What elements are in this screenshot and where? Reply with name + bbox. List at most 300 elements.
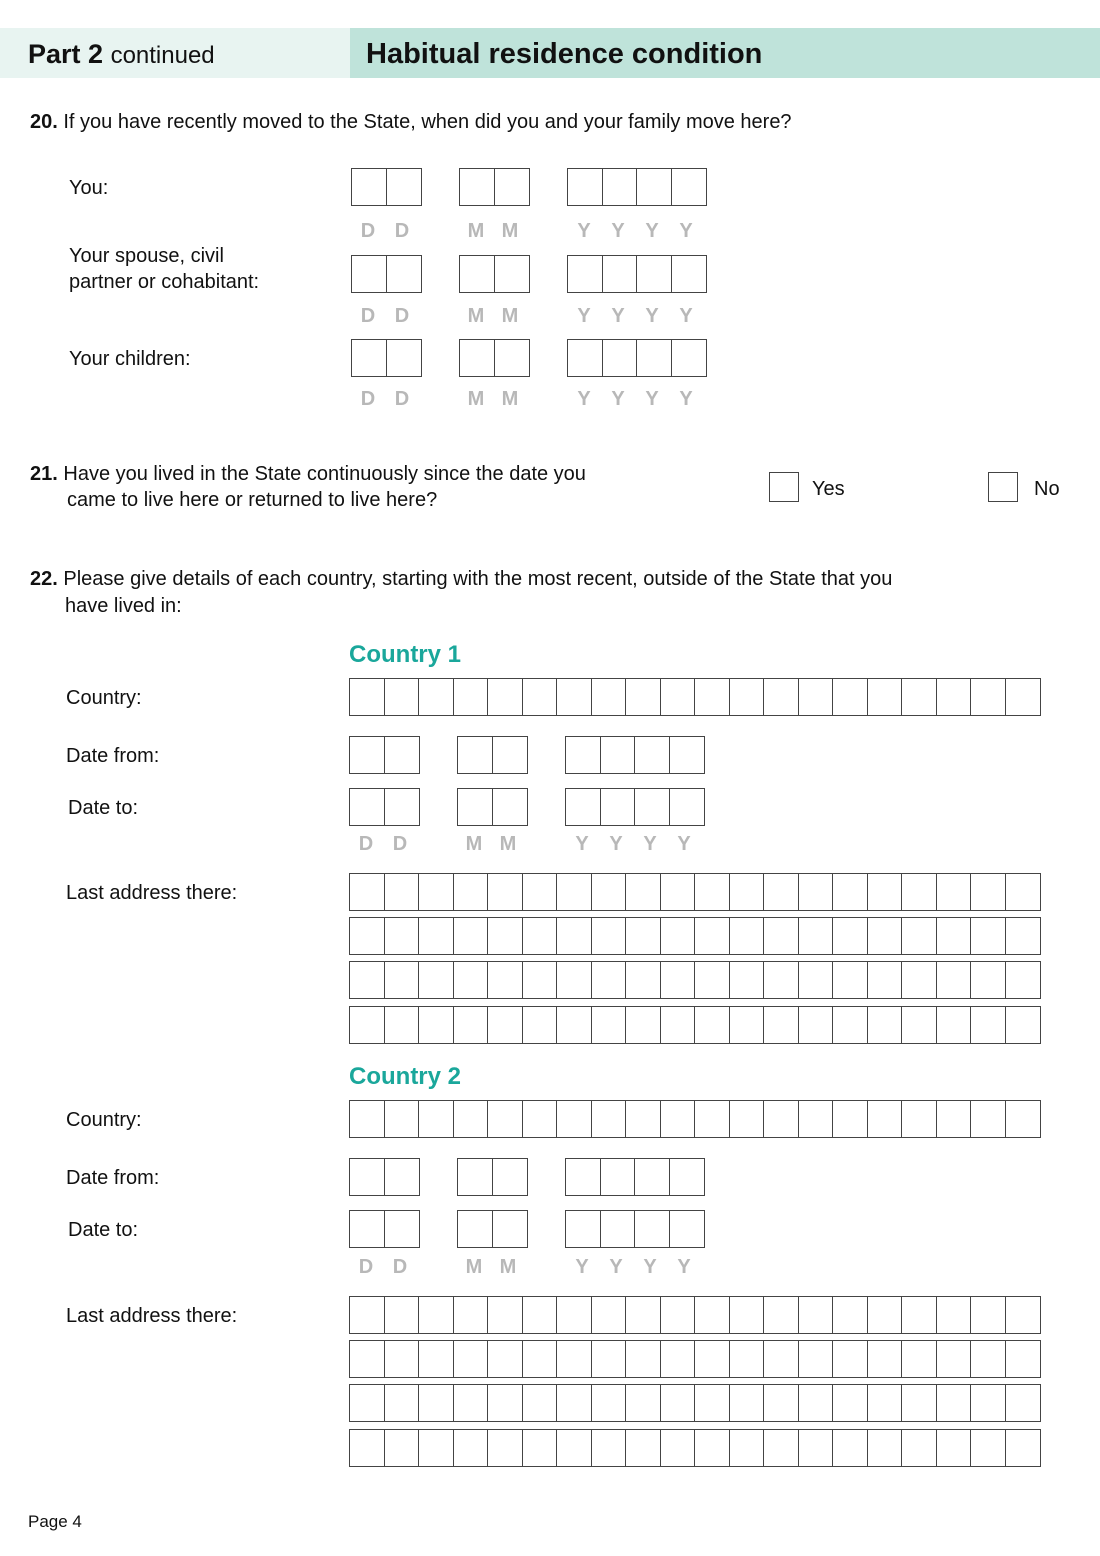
country-1-address-label: Last address there: [66,882,238,904]
character-box[interactable] [487,917,523,955]
character-box[interactable] [591,1340,627,1378]
character-box[interactable] [936,1006,972,1044]
month-digit-box[interactable] [457,1210,493,1248]
character-box[interactable] [798,1384,834,1422]
character-box[interactable] [556,1429,592,1467]
character-box[interactable] [660,873,696,911]
character-box[interactable] [694,1340,730,1378]
day-hint: D [358,833,374,855]
character-box[interactable] [867,1340,903,1378]
character-box[interactable] [522,1429,558,1467]
character-box[interactable] [625,678,661,716]
month-digit-box[interactable] [459,339,495,377]
character-box[interactable] [625,1429,661,1467]
character-box[interactable] [832,1296,868,1334]
character-box[interactable] [936,678,972,716]
character-box[interactable] [660,1429,696,1467]
character-box[interactable] [798,1340,834,1378]
character-box[interactable] [1005,1006,1041,1044]
year-hint: Y [575,1256,589,1278]
country-2-title: Country 2 [349,1063,462,1090]
country-1-date-to-label: Date to: [68,797,139,819]
month-digit-box[interactable] [494,255,530,293]
character-box[interactable] [660,1100,696,1138]
year-digit-box[interactable] [636,339,672,377]
character-box[interactable] [418,1006,454,1044]
character-box[interactable] [901,1006,937,1044]
character-box[interactable] [453,1384,489,1422]
character-box[interactable] [970,1100,1006,1138]
year-digit-box[interactable] [669,1158,705,1196]
character-box[interactable] [349,678,385,716]
character-box[interactable] [867,1384,903,1422]
day-hint: D [360,388,376,410]
character-box[interactable] [901,1100,937,1138]
character-box[interactable] [418,1429,454,1467]
character-box[interactable] [798,678,834,716]
character-box[interactable] [763,1100,799,1138]
year-hint: Y [575,833,589,855]
character-box[interactable] [694,917,730,955]
month-digit-box[interactable] [492,736,528,774]
character-box[interactable] [487,1384,523,1422]
day-digit-box[interactable] [386,255,422,293]
character-box[interactable] [763,873,799,911]
character-box[interactable] [798,873,834,911]
character-box[interactable] [763,1384,799,1422]
character-box[interactable] [763,1006,799,1044]
character-box[interactable] [729,1296,765,1334]
year-digit-box[interactable] [669,1210,705,1248]
character-box[interactable] [487,873,523,911]
no-checkbox[interactable] [988,472,1018,502]
character-box[interactable] [453,917,489,955]
character-box[interactable] [1005,873,1041,911]
character-box[interactable] [349,1006,385,1044]
character-box[interactable] [453,873,489,911]
country-1-country-label: Country: [66,687,142,709]
month-digit-box[interactable] [457,1158,493,1196]
year-digit-box[interactable] [565,736,601,774]
day-digit-box[interactable] [384,1158,420,1196]
character-box[interactable] [798,1296,834,1334]
month-hint: M [501,220,519,242]
character-box[interactable] [729,873,765,911]
year-digit-box[interactable] [634,788,670,826]
character-box[interactable] [556,1296,592,1334]
character-box[interactable] [729,1384,765,1422]
character-box[interactable] [832,873,868,911]
character-box[interactable] [556,873,592,911]
character-box[interactable] [867,1100,903,1138]
character-box[interactable] [729,678,765,716]
character-box[interactable] [1005,1100,1041,1138]
character-box[interactable] [694,873,730,911]
character-box[interactable] [487,1429,523,1467]
character-box[interactable] [418,1340,454,1378]
character-box[interactable] [591,1100,627,1138]
character-box[interactable] [1005,1429,1041,1467]
character-box[interactable] [418,961,454,999]
year-digit-box[interactable] [600,1210,636,1248]
character-box[interactable] [522,961,558,999]
day-hint: D [394,305,410,327]
part-number: Part 2 [28,39,104,69]
character-box[interactable] [901,1429,937,1467]
character-box[interactable] [453,1006,489,1044]
you-label: You: [69,177,109,199]
character-box[interactable] [763,961,799,999]
month-hint: M [467,305,485,327]
character-box[interactable] [487,961,523,999]
day-hint: D [392,1256,408,1278]
character-box[interactable] [349,1296,385,1334]
day-hint: D [360,305,376,327]
character-box[interactable] [522,1296,558,1334]
section-title: Habitual residence condition [366,38,763,70]
character-box[interactable] [522,678,558,716]
character-box[interactable] [660,1296,696,1334]
character-box[interactable] [867,1429,903,1467]
day-hint: D [394,220,410,242]
character-box[interactable] [729,961,765,999]
character-box[interactable] [832,1340,868,1378]
character-box[interactable] [832,1100,868,1138]
character-box[interactable] [867,961,903,999]
year-digit-box[interactable] [671,168,707,206]
month-digit-box[interactable] [492,788,528,826]
month-digit-box[interactable] [492,1158,528,1196]
character-box[interactable] [660,917,696,955]
character-box[interactable] [418,917,454,955]
year-digit-box[interactable] [565,1158,601,1196]
character-box[interactable] [522,1340,558,1378]
character-box[interactable] [384,1006,420,1044]
country-2-date-to-label: Date to: [68,1219,139,1241]
year-digit-box[interactable] [600,736,636,774]
character-box[interactable] [349,873,385,911]
character-box[interactable] [1005,678,1041,716]
year-digit-box[interactable] [671,339,707,377]
character-box[interactable] [970,917,1006,955]
character-box[interactable] [763,1429,799,1467]
question-21-line2: came to live here or returned to live here? [67,489,438,511]
part-continued: continued [110,42,215,69]
spouse-label-line1: Your spouse, civil [69,245,224,267]
character-box[interactable] [591,678,627,716]
children-label: Your children: [69,348,191,370]
character-box[interactable] [970,678,1006,716]
character-box[interactable] [418,873,454,911]
character-box[interactable] [936,917,972,955]
character-box[interactable] [384,1429,420,1467]
character-box[interactable] [487,1296,523,1334]
year-digit-box[interactable] [669,788,705,826]
month-hint: M [467,220,485,242]
character-box[interactable] [556,917,592,955]
character-box[interactable] [349,1340,385,1378]
character-box[interactable] [763,1340,799,1378]
character-box[interactable] [625,1384,661,1422]
character-box[interactable] [763,1296,799,1334]
part-heading [28,38,215,72]
day-digit-box[interactable] [386,168,422,206]
character-box[interactable] [384,1296,420,1334]
character-box[interactable] [694,1429,730,1467]
character-box[interactable] [694,1006,730,1044]
year-digit-box[interactable] [567,255,603,293]
character-box[interactable] [901,873,937,911]
character-box[interactable] [798,1429,834,1467]
character-box[interactable] [556,1384,592,1422]
year-digit-box[interactable] [602,339,638,377]
day-digit-box[interactable] [386,339,422,377]
character-box[interactable] [1005,961,1041,999]
character-box[interactable] [591,1429,627,1467]
question-text: If you have recently moved to the State, when did you and your family move here? [63,111,792,133]
character-box[interactable] [901,961,937,999]
character-box[interactable] [349,917,385,955]
character-box[interactable] [625,917,661,955]
character-box[interactable] [349,961,385,999]
character-box[interactable] [1005,1296,1041,1334]
character-box[interactable] [453,1340,489,1378]
year-digit-box[interactable] [636,255,672,293]
question-text-line1: Please give details of each country, starting with the most recent, outside of the State that you [63,568,893,590]
character-box[interactable] [763,917,799,955]
year-digit-box[interactable] [671,255,707,293]
day-digit-box[interactable] [349,736,385,774]
month-hint: M [499,833,517,855]
character-box[interactable] [591,873,627,911]
character-box[interactable] [384,873,420,911]
day-digit-box[interactable] [349,1158,385,1196]
character-box[interactable] [936,1340,972,1378]
month-digit-box[interactable] [457,788,493,826]
character-box[interactable] [591,917,627,955]
character-box[interactable] [867,678,903,716]
character-box[interactable] [591,961,627,999]
character-box[interactable] [729,1006,765,1044]
country-2-date-from-label: Date from: [66,1167,160,1189]
character-box[interactable] [522,917,558,955]
day-hint: D [358,1256,374,1278]
character-box[interactable] [936,1384,972,1422]
character-box[interactable] [867,1006,903,1044]
year-digit-box[interactable] [669,736,705,774]
character-box[interactable] [384,1100,420,1138]
year-digit-box[interactable] [636,168,672,206]
character-box[interactable] [453,1100,489,1138]
day-digit-box[interactable] [384,736,420,774]
month-digit-box[interactable] [494,168,530,206]
character-box[interactable] [1005,1340,1041,1378]
page-number: Page 4 [28,1512,82,1531]
year-hint: Y [609,833,623,855]
character-box[interactable] [694,1296,730,1334]
character-box[interactable] [556,678,592,716]
character-box[interactable] [556,1006,592,1044]
year-digit-box[interactable] [565,1210,601,1248]
character-box[interactable] [384,917,420,955]
day-digit-box[interactable] [351,168,387,206]
character-box[interactable] [832,917,868,955]
character-box[interactable] [970,1006,1006,1044]
character-box[interactable] [867,917,903,955]
character-box[interactable] [591,1006,627,1044]
character-box[interactable] [453,1296,489,1334]
character-box[interactable] [798,1100,834,1138]
character-box[interactable] [453,1429,489,1467]
day-hint: D [360,220,376,242]
character-box[interactable] [349,1429,385,1467]
character-box[interactable] [901,917,937,955]
character-box[interactable] [729,1429,765,1467]
character-box[interactable] [936,961,972,999]
character-box[interactable] [522,1006,558,1044]
character-box[interactable] [832,1006,868,1044]
question-20 [30,109,792,135]
character-box[interactable] [1005,917,1041,955]
character-box[interactable] [798,1006,834,1044]
character-box[interactable] [694,1384,730,1422]
year-hint: Y [645,305,659,327]
year-digit-box[interactable] [565,788,601,826]
character-box[interactable] [384,961,420,999]
character-box[interactable] [729,1340,765,1378]
character-box[interactable] [763,678,799,716]
character-box[interactable] [798,961,834,999]
character-box[interactable] [901,1296,937,1334]
character-box[interactable] [901,678,937,716]
character-box[interactable] [901,1384,937,1422]
character-box[interactable] [970,873,1006,911]
character-box[interactable] [625,1340,661,1378]
day-hint: D [394,388,410,410]
yes-checkbox[interactable] [769,472,799,502]
day-digit-box[interactable] [384,1210,420,1248]
character-box[interactable] [487,1340,523,1378]
character-box[interactable] [832,1429,868,1467]
day-digit-box[interactable] [349,1210,385,1248]
character-box[interactable] [418,1100,454,1138]
character-box[interactable] [867,873,903,911]
year-hint: Y [645,220,659,242]
month-hint: M [501,388,519,410]
year-digit-box[interactable] [634,1158,670,1196]
character-box[interactable] [832,678,868,716]
character-box[interactable] [970,961,1006,999]
character-box[interactable] [901,1340,937,1378]
year-digit-box[interactable] [634,1210,670,1248]
character-box[interactable] [418,1384,454,1422]
character-box[interactable] [556,1340,592,1378]
character-box[interactable] [729,1100,765,1138]
character-box[interactable] [625,1296,661,1334]
character-box[interactable] [522,1100,558,1138]
character-box[interactable] [522,873,558,911]
character-box[interactable] [384,1384,420,1422]
character-box[interactable] [970,1429,1006,1467]
character-box[interactable] [418,678,454,716]
character-box[interactable] [970,1296,1006,1334]
character-box[interactable] [660,1006,696,1044]
character-box[interactable] [384,1340,420,1378]
character-box[interactable] [660,961,696,999]
character-box[interactable] [487,678,523,716]
character-box[interactable] [349,1384,385,1422]
character-box[interactable] [694,1100,730,1138]
character-box[interactable] [625,961,661,999]
month-digit-box[interactable] [457,736,493,774]
year-hint: Y [679,220,693,242]
year-hint: Y [679,388,693,410]
character-box[interactable] [936,1429,972,1467]
character-box[interactable] [453,961,489,999]
character-box[interactable] [591,1296,627,1334]
character-box[interactable] [1005,1384,1041,1422]
character-box[interactable] [591,1384,627,1422]
character-box[interactable] [453,678,489,716]
character-box[interactable] [418,1296,454,1334]
character-box[interactable] [660,678,696,716]
year-hint: Y [609,1256,623,1278]
month-digit-box[interactable] [459,168,495,206]
character-box[interactable] [694,678,730,716]
year-digit-box[interactable] [600,1158,636,1196]
character-box[interactable] [625,1006,661,1044]
day-digit-box[interactable] [351,255,387,293]
month-digit-box[interactable] [494,339,530,377]
character-box[interactable] [522,1384,558,1422]
character-box[interactable] [660,1340,696,1378]
character-box[interactable] [729,917,765,955]
character-box[interactable] [970,1384,1006,1422]
character-box[interactable] [694,961,730,999]
character-box[interactable] [384,678,420,716]
character-box[interactable] [798,917,834,955]
month-digit-box[interactable] [459,255,495,293]
character-box[interactable] [970,1340,1006,1378]
character-box[interactable] [556,1100,592,1138]
year-digit-box[interactable] [634,736,670,774]
character-box[interactable] [867,1296,903,1334]
year-digit-box[interactable] [567,339,603,377]
character-box[interactable] [487,1006,523,1044]
character-box[interactable] [832,961,868,999]
day-digit-box[interactable] [351,339,387,377]
day-digit-box[interactable] [349,788,385,826]
character-box[interactable] [832,1384,868,1422]
year-digit-box[interactable] [602,168,638,206]
spouse-label-line2: partner or cohabitant: [69,271,260,293]
year-digit-box[interactable] [600,788,636,826]
character-box[interactable] [936,1296,972,1334]
character-box[interactable] [487,1100,523,1138]
month-digit-box[interactable] [492,1210,528,1248]
year-digit-box[interactable] [602,255,638,293]
day-digit-box[interactable] [384,788,420,826]
character-box[interactable] [936,873,972,911]
character-box[interactable] [625,873,661,911]
character-box[interactable] [556,961,592,999]
character-box[interactable] [936,1100,972,1138]
year-digit-box[interactable] [567,168,603,206]
character-box[interactable] [660,1384,696,1422]
character-box[interactable] [349,1100,385,1138]
year-hint: Y [677,1256,691,1278]
character-box[interactable] [625,1100,661,1138]
